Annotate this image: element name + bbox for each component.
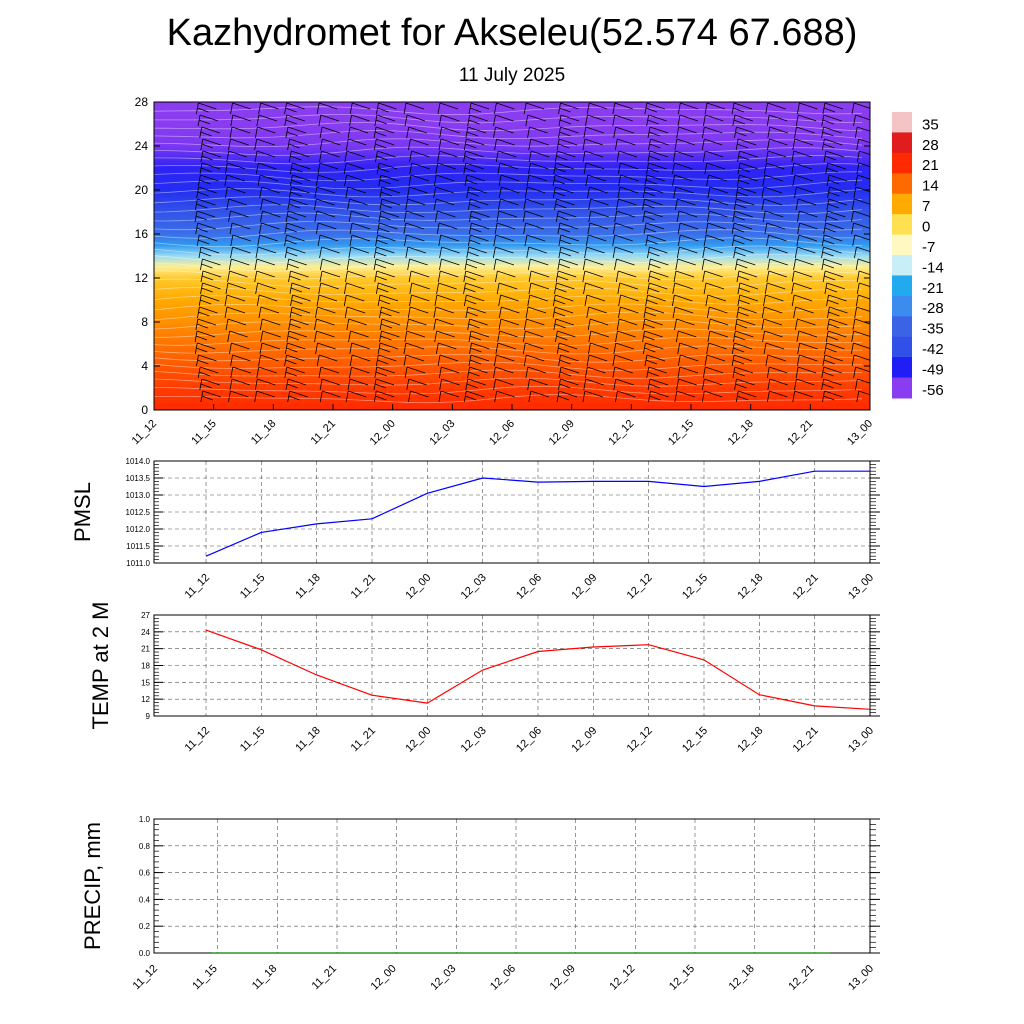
y-tick-label: 24 bbox=[141, 627, 150, 637]
grid-lines bbox=[154, 461, 870, 563]
colorbar-swatch bbox=[892, 296, 912, 317]
colorbar-swatch bbox=[892, 214, 912, 235]
y-tick-label: 28 bbox=[134, 95, 148, 109]
x-tick-label: 12_18 bbox=[735, 571, 766, 602]
y-tick-label: 0.6 bbox=[138, 868, 150, 878]
x-tick-label: 12_18 bbox=[735, 724, 766, 755]
y-tick-label: 4 bbox=[141, 359, 148, 373]
x-tick-label: 12_09 bbox=[547, 962, 578, 993]
x-tick-label: 11_15 bbox=[237, 724, 268, 755]
colorbar-label: -21 bbox=[922, 279, 944, 297]
series-line bbox=[206, 630, 870, 709]
colorbar-swatch bbox=[892, 275, 912, 296]
x-tick-label: 12_18 bbox=[726, 962, 757, 993]
colorbar-label: -14 bbox=[922, 259, 944, 277]
x-tick-label: 11_21 bbox=[348, 571, 379, 602]
y-tick-label: 1012.5 bbox=[125, 508, 150, 517]
colorbar-label: -35 bbox=[922, 320, 944, 338]
colorbar-swatch bbox=[892, 194, 912, 215]
x-tick-label: 11_12 bbox=[129, 417, 160, 448]
colorbar-swatch bbox=[892, 255, 912, 276]
colorbar-swatch bbox=[892, 378, 912, 399]
colorbar-swatch bbox=[892, 132, 912, 153]
x-tick-label: 12_12 bbox=[624, 571, 655, 602]
x-tick-label: 11_18 bbox=[249, 962, 280, 993]
x-tick-label: 11_12 bbox=[182, 571, 213, 602]
colorbar-label: 21 bbox=[922, 157, 939, 175]
x-tick-label: 12_15 bbox=[680, 724, 711, 755]
x-tick-label: 12_15 bbox=[666, 417, 697, 448]
x-tick-label: 12_12 bbox=[607, 962, 638, 993]
y-tick-label: 1014.0 bbox=[125, 457, 150, 466]
x-tick-label: 13_00 bbox=[846, 724, 877, 755]
x-tick-label: 12_00 bbox=[368, 962, 399, 993]
x-tick-label: 12_03 bbox=[458, 571, 489, 602]
colorbar-label: 35 bbox=[922, 116, 939, 134]
precip-panel bbox=[80, 815, 880, 993]
x-tick-label: 12_12 bbox=[624, 724, 655, 755]
y-tick-label: 0.8 bbox=[138, 841, 150, 851]
x-tick-label: 12_00 bbox=[367, 417, 398, 448]
y-tick-label: 1011.0 bbox=[126, 559, 150, 568]
x-tick-label: 11_15 bbox=[190, 962, 220, 993]
x-tick-label: 12_21 bbox=[790, 571, 821, 602]
colorbar-label: -28 bbox=[922, 300, 944, 318]
temperature-profile-panel bbox=[130, 95, 878, 448]
x-tick-label: 12_00 bbox=[403, 724, 434, 755]
x-tick-label: 12_06 bbox=[514, 724, 545, 755]
colorbar-label: 7 bbox=[922, 198, 931, 216]
x-tick-label: 11_18 bbox=[248, 417, 279, 448]
x-tick-label: 12_03 bbox=[458, 724, 489, 755]
colorbar-label: -49 bbox=[922, 361, 944, 379]
y-tick-label: 1013.5 bbox=[125, 474, 150, 483]
x-tick-label: 13_00 bbox=[846, 571, 877, 602]
x-tick-label: 12_03 bbox=[428, 962, 459, 993]
y-tick-label: 27 bbox=[141, 611, 150, 620]
y-tick-label: 1.0 bbox=[138, 815, 150, 824]
y-tick-label: 12 bbox=[141, 695, 150, 705]
y-tick-label: 0.0 bbox=[138, 949, 150, 958]
x-tick-label: 12_12 bbox=[606, 417, 637, 448]
y-axis-title: PRECIP, mm bbox=[80, 822, 105, 950]
colorbar-swatch bbox=[892, 153, 912, 174]
y-tick-label: 15 bbox=[141, 678, 150, 688]
y-tick-label: 12 bbox=[134, 271, 148, 285]
x-tick-label: 11_12 bbox=[182, 724, 213, 755]
chart-title: Kazhydromet for Akseleu(52.574 67.688) bbox=[166, 12, 858, 54]
x-tick-label: 12_09 bbox=[569, 571, 600, 602]
colorbar-label: 14 bbox=[922, 177, 939, 195]
panel-frame bbox=[154, 819, 870, 953]
colorbar-label: 0 bbox=[922, 218, 931, 236]
y-tick-label: 16 bbox=[134, 227, 148, 241]
x-tick-label: 12_06 bbox=[488, 962, 519, 993]
x-tick-label: 13_00 bbox=[846, 962, 877, 993]
x-tick-label: 12_15 bbox=[667, 962, 698, 993]
x-tick-label: 11_21 bbox=[309, 962, 340, 993]
x-tick-label: 12_09 bbox=[546, 417, 577, 448]
y-tick-label: 1013.0 bbox=[125, 491, 150, 500]
colorbar-swatch bbox=[892, 173, 912, 194]
colorbar bbox=[892, 112, 944, 399]
x-tick-label: 12_21 bbox=[786, 962, 817, 993]
x-tick-label: 12_06 bbox=[514, 571, 545, 602]
x-tick-label: 12_18 bbox=[725, 417, 756, 448]
x-tick-label: 11_18 bbox=[293, 571, 323, 602]
colorbar-swatch bbox=[892, 112, 912, 133]
chart-subtitle: 11 July 2025 bbox=[458, 65, 566, 86]
x-tick-label: 12_09 bbox=[569, 724, 600, 755]
y-axis-title: PMSL bbox=[70, 482, 95, 542]
y-tick-label: 9 bbox=[145, 712, 150, 721]
x-tick-label: 12_06 bbox=[487, 417, 518, 448]
y-tick-label: 20 bbox=[134, 183, 148, 197]
colorbar-label: -42 bbox=[922, 341, 944, 359]
x-tick-label: 12_15 bbox=[680, 571, 711, 602]
x-tick-label: 11_12 bbox=[130, 962, 161, 993]
colorbar-label: -7 bbox=[922, 238, 936, 256]
x-tick-label: 12_03 bbox=[427, 417, 458, 448]
x-tick-label: 12_21 bbox=[785, 417, 816, 448]
y-tick-label: 1011.5 bbox=[126, 542, 150, 551]
y-axis-title: TEMP at 2 M bbox=[88, 601, 113, 730]
colorbar-label: -56 bbox=[922, 381, 944, 399]
grid-lines bbox=[154, 615, 870, 716]
pmsl-panel bbox=[70, 457, 880, 602]
y-tick-label: 24 bbox=[134, 139, 148, 153]
y-tick-label: 1012.0 bbox=[125, 525, 150, 534]
grid-lines bbox=[154, 819, 870, 953]
x-tick-label: 11_15 bbox=[237, 571, 268, 602]
x-tick-label: 11_21 bbox=[308, 417, 339, 448]
colorbar-swatch bbox=[892, 357, 912, 378]
y-tick-label: 0.2 bbox=[138, 922, 150, 932]
colorbar-swatch bbox=[892, 337, 912, 358]
x-tick-label: 11_15 bbox=[189, 417, 219, 448]
y-tick-label: 8 bbox=[141, 315, 148, 329]
colorbar-swatch bbox=[892, 235, 912, 256]
y-tick-label: 0 bbox=[141, 403, 148, 417]
colorbar-swatch bbox=[892, 316, 912, 337]
x-tick-label: 12_21 bbox=[790, 724, 821, 755]
x-tick-label: 13_00 bbox=[845, 417, 876, 448]
temp-2m-panel bbox=[88, 602, 880, 755]
x-tick-label: 11_18 bbox=[293, 724, 323, 755]
x-tick-label: 11_21 bbox=[348, 724, 379, 755]
y-tick-label: 0.4 bbox=[138, 895, 150, 905]
y-tick-label: 18 bbox=[141, 661, 150, 671]
x-tick-label: 12_00 bbox=[403, 571, 434, 602]
y-tick-label: 21 bbox=[141, 644, 150, 654]
colorbar-label: 28 bbox=[922, 136, 939, 154]
